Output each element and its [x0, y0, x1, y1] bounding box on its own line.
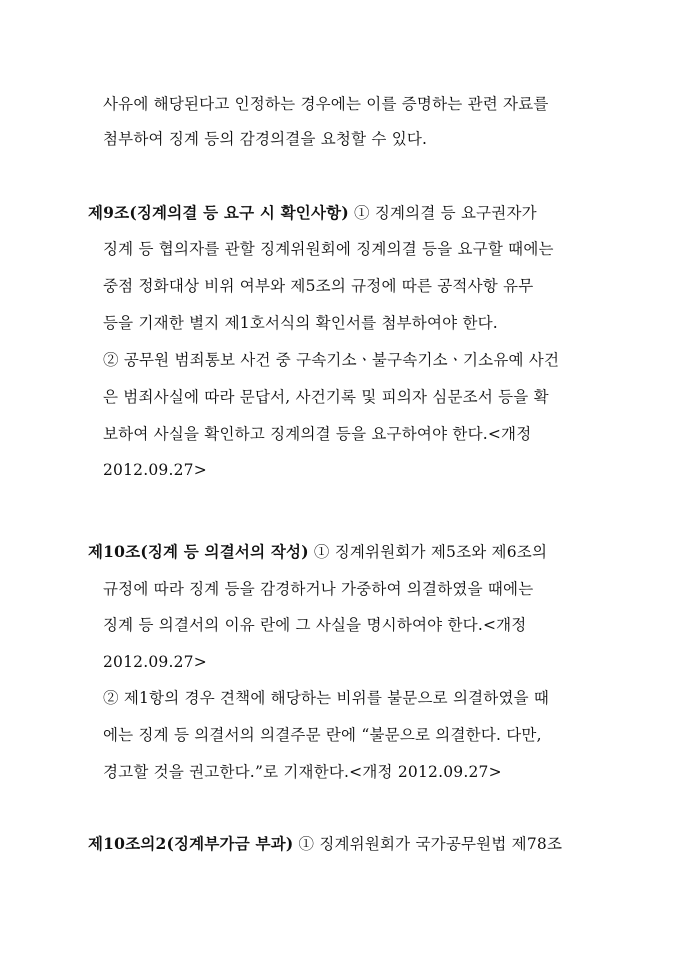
article9-line-5: 은 범죄사실에 따라 문답서, 사건기록 및 피의자 심문조서 등을 확 [103, 388, 549, 406]
article10-line-5: 에는 징계 등 의결서의 의결주문 란에 “불문으로 의결한다. 다만, [103, 726, 542, 744]
article10-line-4: ② 제1항의 경우 견책에 해당하는 비위를 불문으로 의결하였을 때 [103, 689, 550, 707]
article9-line-6: 보하여 사실을 확인하고 징계의결 등을 요구하여야 한다.<개정 [103, 425, 532, 443]
article10-line-6: 경고할 것을 권고한다.”로 기재한다.<개정 2012.09.27> [103, 763, 502, 781]
intro-line-2: 첨부하여 징계 등의 감경의결을 요청할 수 있다. [103, 130, 428, 148]
article9-line-3: 등을 기재한 별지 제1호서식의 확인서를 첨부하여야 한다. [103, 314, 498, 332]
intro-line-1: 사유에 해당된다고 인정하는 경우에는 이를 증명하는 관련 자료를 [103, 95, 549, 113]
article10-line-3: 2012.09.27> [103, 653, 207, 671]
article10-2-heading-line [88, 834, 562, 854]
article9-line-7: 2012.09.27> [103, 461, 207, 479]
article9-line-2: 중점 정화대상 비위 여부와 제5조의 규정에 따른 공적사항 유무 [103, 277, 534, 295]
article10-first-text: ① 징계위원회가 제5조와 제6조의 [308, 543, 548, 561]
article10-title: 제10조(징계 등 의결서의 작성) [88, 542, 309, 561]
article10-line-2: 징계 등 의결서의 이유 란에 그 사실을 명시하여야 한다.<개정 [103, 616, 527, 634]
article10-2-title: 제10조의2(징계부가금 부과) [88, 834, 294, 853]
article9-line-1: 징계 등 협의자를 관할 징계위원회에 징계의결 등을 요구할 때에는 [103, 240, 554, 258]
article9-heading-line [88, 203, 537, 223]
article9-title: 제9조(징계의결 등 요구 시 확인사항) [88, 203, 349, 222]
article10-heading-line [88, 542, 547, 562]
article9-line-4: ② 공무원 범죄통보 사건 중 구속기소ㆍ불구속기소ㆍ기소유예 사건 [103, 351, 560, 369]
article10-2-first-text: ① 징계위원회가 국가공무원법 제78조 [293, 835, 563, 853]
article10-line-1: 규정에 따라 징계 등을 감경하거나 가중하여 의결하였을 때에는 [103, 580, 534, 598]
article9-first-text: ① 징계의결 등 요구권자가 [348, 204, 537, 222]
